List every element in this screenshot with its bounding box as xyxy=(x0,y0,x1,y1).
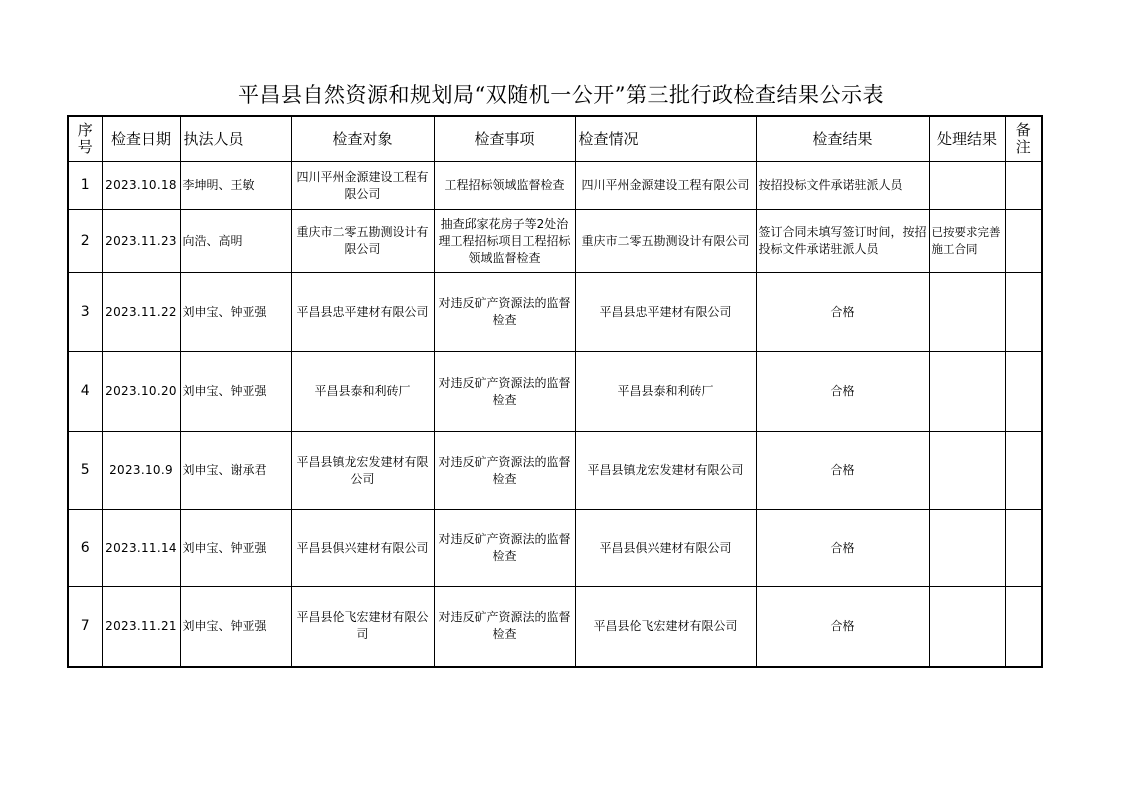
header-item: 检查事项 xyxy=(434,116,575,162)
cell-staff: 李坤明、王敏 xyxy=(180,162,291,210)
header-staff: 执法人员 xyxy=(180,116,291,162)
cell-result: 合格 xyxy=(756,510,929,587)
cell-seq: 5 xyxy=(68,432,102,510)
cell-remark xyxy=(1005,210,1042,273)
cell-item: 抽查邱家花房子等2处治理工程招标项目工程招标领域监督检查 xyxy=(434,210,575,273)
page-title: 平昌县自然资源和规划局“双随机一公开”第三批行政检查结果公示表 xyxy=(238,83,884,107)
cell-result: 合格 xyxy=(756,587,929,667)
cell-staff: 刘申宝、谢承君 xyxy=(180,432,291,510)
cell-staff: 刘申宝、钟亚强 xyxy=(180,352,291,432)
table-row xyxy=(68,162,1042,210)
cell-date: 2023.11.23 xyxy=(102,210,180,273)
cell-handling: 已按要求完善施工合同 xyxy=(929,210,1005,273)
table-header-row xyxy=(68,116,1042,162)
cell-handling xyxy=(929,432,1005,510)
table-row xyxy=(68,273,1042,352)
cell-date: 2023.10.18 xyxy=(102,162,180,210)
cell-situation: 平昌县镇龙宏发建材有限公司 xyxy=(575,432,756,510)
cell-situation: 平昌县俱兴建材有限公司 xyxy=(575,510,756,587)
header-seq: 序号 xyxy=(68,116,102,162)
table-row xyxy=(68,510,1042,587)
cell-handling xyxy=(929,352,1005,432)
cell-situation: 平昌县泰和利砖厂 xyxy=(575,352,756,432)
cell-target: 平昌县泰和利砖厂 xyxy=(291,352,434,432)
cell-staff: 向浩、高明 xyxy=(180,210,291,273)
cell-date: 2023.11.14 xyxy=(102,510,180,587)
cell-result: 签订合同未填写签订时间，按招投标文件承诺驻派人员 xyxy=(756,210,929,273)
cell-remark xyxy=(1005,273,1042,352)
cell-handling xyxy=(929,587,1005,667)
cell-item: 对违反矿产资源法的监督检查 xyxy=(434,587,575,667)
cell-target: 四川平州金源建设工程有限公司 xyxy=(291,162,434,210)
table-row xyxy=(68,352,1042,432)
cell-remark xyxy=(1005,432,1042,510)
cell-target: 平昌县伦飞宏建材有限公司 xyxy=(291,587,434,667)
cell-staff: 刘申宝、钟亚强 xyxy=(180,587,291,667)
cell-seq: 6 xyxy=(68,510,102,587)
cell-staff: 刘申宝、钟亚强 xyxy=(180,510,291,587)
cell-result: 合格 xyxy=(756,273,929,352)
cell-remark xyxy=(1005,162,1042,210)
cell-date: 2023.11.22 xyxy=(102,273,180,352)
cell-result: 合格 xyxy=(756,432,929,510)
cell-remark xyxy=(1005,510,1042,587)
cell-seq: 2 xyxy=(68,210,102,273)
cell-handling xyxy=(929,162,1005,210)
cell-seq: 1 xyxy=(68,162,102,210)
cell-target: 平昌县镇龙宏发建材有限公司 xyxy=(291,432,434,510)
cell-item: 对违反矿产资源法的监督检查 xyxy=(434,273,575,352)
header-situation: 检查情况 xyxy=(575,116,756,162)
cell-seq: 4 xyxy=(68,352,102,432)
cell-situation: 平昌县忠平建材有限公司 xyxy=(575,273,756,352)
cell-result: 按招投标文件承诺驻派人员 xyxy=(756,162,929,210)
table-row xyxy=(68,432,1042,510)
table-row xyxy=(68,210,1042,273)
cell-seq: 7 xyxy=(68,587,102,667)
cell-situation: 重庆市二零五勘测设计有限公司 xyxy=(575,210,756,273)
header-handling: 处理结果 xyxy=(929,116,1005,162)
cell-item: 对违反矿产资源法的监督检查 xyxy=(434,352,575,432)
cell-target: 重庆市二零五勘测设计有限公司 xyxy=(291,210,434,273)
cell-date: 2023.10.9 xyxy=(102,432,180,510)
header-result: 检查结果 xyxy=(756,116,929,162)
cell-item: 对违反矿产资源法的监督检查 xyxy=(434,510,575,587)
header-remark: 备注 xyxy=(1005,116,1042,162)
cell-item: 对违反矿产资源法的监督检查 xyxy=(434,432,575,510)
cell-date: 2023.11.21 xyxy=(102,587,180,667)
table-row xyxy=(68,587,1042,667)
cell-date: 2023.10.20 xyxy=(102,352,180,432)
cell-situation: 四川平州金源建设工程有限公司 xyxy=(575,162,756,210)
cell-result: 合格 xyxy=(756,352,929,432)
header-target: 检查对象 xyxy=(291,116,434,162)
cell-handling xyxy=(929,273,1005,352)
cell-target: 平昌县忠平建材有限公司 xyxy=(291,273,434,352)
cell-remark xyxy=(1005,587,1042,667)
cell-remark xyxy=(1005,352,1042,432)
cell-situation: 平昌县伦飞宏建材有限公司 xyxy=(575,587,756,667)
cell-staff: 刘申宝、钟亚强 xyxy=(180,273,291,352)
cell-target: 平昌县俱兴建材有限公司 xyxy=(291,510,434,587)
cell-item: 工程招标领域监督检查 xyxy=(434,162,575,210)
results-table xyxy=(67,115,1043,668)
cell-seq: 3 xyxy=(68,273,102,352)
cell-handling xyxy=(929,510,1005,587)
header-date: 检查日期 xyxy=(102,116,180,162)
